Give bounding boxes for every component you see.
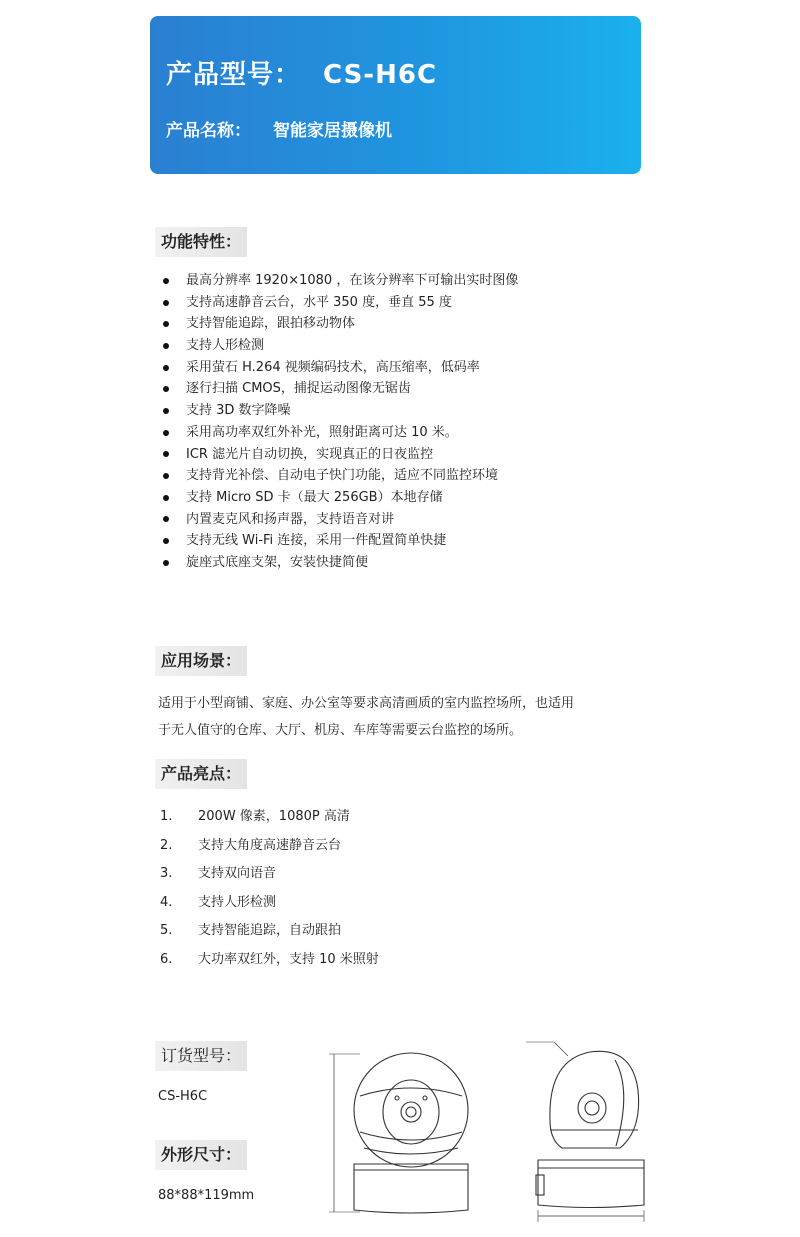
highlight-number: 2. bbox=[160, 837, 173, 853]
bullet-icon bbox=[163, 300, 169, 306]
feature-item bbox=[163, 270, 518, 292]
feature-item bbox=[163, 530, 518, 552]
feature-text: 支持 Micro SD 卡（最大 256GB）本地存储 bbox=[186, 489, 443, 505]
dimensions-value: 88*88*119mm bbox=[158, 1188, 255, 1203]
highlight-text: 支持智能追踪，自动跟拍 bbox=[198, 923, 342, 938]
feature-item bbox=[163, 552, 518, 574]
bullet-icon bbox=[163, 495, 169, 501]
bullet-icon bbox=[163, 538, 169, 544]
name-label: 产品名称： bbox=[166, 121, 251, 141]
highlight-number: 6. bbox=[160, 951, 173, 967]
scenarios-line: 于无人值守的仓库、大厅、机房、车库等需要云台监控的场所。 bbox=[158, 723, 523, 738]
bullet-icon bbox=[163, 365, 169, 371]
product-name bbox=[166, 116, 392, 141]
name-value: 智能家居摄像机 bbox=[273, 121, 392, 141]
highlight-item bbox=[160, 832, 379, 861]
feature-item bbox=[163, 400, 518, 422]
feature-text: 支持无线 Wi-Fi 连接，采用一件配置简单快捷 bbox=[186, 533, 447, 549]
highlight-number: 4. bbox=[160, 894, 173, 910]
side-view-drawing bbox=[520, 1030, 665, 1225]
feature-text: 支持人形检测 bbox=[186, 338, 265, 354]
feature-text: 旋座式底座支架，安装快捷简便 bbox=[186, 554, 369, 570]
bullet-icon bbox=[163, 560, 169, 566]
bullet-icon bbox=[163, 473, 169, 479]
feature-item bbox=[163, 335, 518, 357]
order-title: 订货型号： bbox=[155, 1041, 247, 1071]
bullet-icon bbox=[163, 408, 169, 414]
scenarios-line: 适用于小型商铺、家庭、办公室等要求高清画质的室内监控场所，也适用 bbox=[158, 696, 575, 711]
feature-item bbox=[163, 357, 518, 379]
feature-item bbox=[163, 444, 518, 466]
model-label: 产品型号： bbox=[166, 60, 302, 90]
feature-text: ICR 滤光片自动切换，实现真正的日夜监控 bbox=[186, 446, 434, 462]
bullet-icon bbox=[163, 386, 169, 392]
highlight-item bbox=[160, 889, 379, 918]
bullet-icon bbox=[163, 343, 169, 349]
feature-item bbox=[163, 422, 518, 444]
order-value: CS-H6C bbox=[158, 1089, 208, 1104]
highlight-item bbox=[160, 946, 379, 975]
bullet-icon bbox=[163, 278, 169, 284]
highlights-title: 产品亮点： bbox=[155, 759, 247, 789]
features-list bbox=[163, 270, 518, 574]
product-header-banner bbox=[150, 16, 641, 174]
feature-text: 支持 3D 数字降噪 bbox=[186, 403, 291, 419]
highlight-item bbox=[160, 803, 379, 832]
scenarios-text bbox=[158, 690, 638, 744]
dimensions-title: 外形尺寸： bbox=[155, 1140, 247, 1170]
highlight-text: 200W 像素，1080P 高清 bbox=[198, 809, 350, 824]
scenarios-title: 应用场景： bbox=[155, 646, 247, 676]
bullet-icon bbox=[163, 516, 169, 522]
feature-text: 采用高功率双红外补光，照射距离可达 10 米。 bbox=[186, 424, 458, 440]
highlight-number: 3. bbox=[160, 866, 173, 881]
feature-item bbox=[163, 313, 518, 335]
features-title: 功能特性： bbox=[155, 227, 247, 257]
feature-text: 支持高速静音云台，水平 350 度，垂直 55 度 bbox=[186, 294, 452, 310]
feature-item bbox=[163, 292, 518, 314]
bullet-icon bbox=[163, 430, 169, 436]
highlights-list bbox=[160, 803, 379, 974]
feature-item bbox=[163, 465, 518, 487]
feature-text: 支持智能追踪，跟拍移动物体 bbox=[186, 316, 356, 332]
highlight-item bbox=[160, 917, 379, 946]
feature-text: 内置麦克风和扬声器，支持语音对讲 bbox=[186, 511, 395, 527]
bullet-icon bbox=[163, 451, 169, 457]
feature-text: 采用萤石 H.264 视频编码技术，高压缩率，低码率 bbox=[186, 359, 480, 375]
feature-text: 支持背光补偿、自动电子快门功能，适应不同监控环境 bbox=[186, 468, 499, 484]
highlight-item bbox=[160, 860, 379, 889]
highlight-text: 支持大角度高速静音云台 bbox=[198, 837, 342, 853]
bullet-icon bbox=[163, 321, 169, 327]
highlight-text: 大功率双红外，支持 10 米照射 bbox=[198, 951, 379, 967]
product-model bbox=[166, 54, 437, 91]
feature-text: 最高分辨率 1920×1080 ，在该分辨率下可输出实时图像 bbox=[186, 273, 519, 288]
highlight-number: 5. bbox=[160, 923, 173, 938]
feature-item bbox=[163, 487, 518, 509]
model-value: CS-H6C bbox=[323, 60, 438, 90]
front-view-drawing bbox=[320, 1040, 500, 1225]
feature-item bbox=[163, 509, 518, 531]
feature-item bbox=[163, 378, 518, 400]
highlight-number: 1. bbox=[160, 809, 173, 824]
feature-text: 逐行扫描 CMOS，捕捉运动图像无锯齿 bbox=[186, 381, 411, 397]
highlight-text: 支持双向语音 bbox=[198, 866, 277, 881]
highlight-text: 支持人形检测 bbox=[198, 894, 277, 910]
